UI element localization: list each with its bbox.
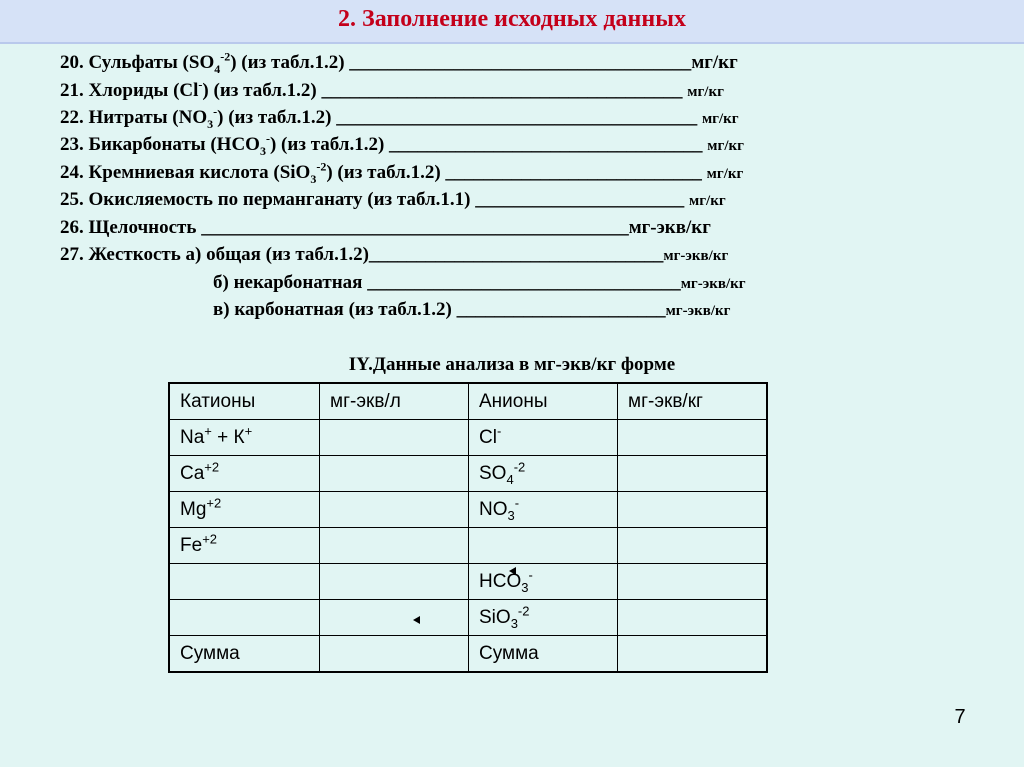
line-number: 20. [60, 52, 84, 73]
slide-title: 2. Заполнение исходных данных [338, 6, 686, 32]
value-cell[interactable] [320, 456, 469, 492]
line-text-rest: ) (из табл.1.2) _________________________________ [269, 134, 703, 155]
line-number: 23. [60, 134, 84, 155]
line-text: в) карбонатная (из табл.1.2) ______________________ [213, 299, 666, 320]
table-row [169, 600, 767, 636]
subscript: 4 [214, 61, 221, 76]
line-text: Нитраты (NO [88, 107, 208, 128]
anion-label: HCO [479, 570, 522, 592]
value-cell[interactable] [320, 420, 469, 456]
line-hardness-total [60, 244, 728, 271]
superscript: + [244, 423, 253, 439]
cation-label: Ca [180, 462, 205, 484]
line-text: б) некарбонатная _________________________________ [213, 272, 681, 293]
anion-cell [469, 492, 618, 528]
line-chlorides [60, 77, 724, 107]
table-row-sum [169, 636, 767, 673]
analysis-table [168, 382, 768, 673]
header-mg-eq-l: мг-экв/л [320, 383, 469, 420]
table-row [169, 564, 767, 600]
line-text-rest: ) (из табл.1.2) ___________________________ [326, 162, 702, 183]
line-text: Окисляемость по перманганату (из табл.1.1) ______________________ [88, 189, 685, 210]
sum-label-cations: Сумма [169, 636, 320, 673]
table-title: IY.Данные анализа в мг-экв/кг форме [348, 354, 676, 375]
superscript: +2 [206, 495, 222, 511]
superscript: - [198, 77, 203, 92]
line-text: Кремниевая кислота (SiO [88, 162, 311, 183]
line-text: Сульфаты (SO [88, 52, 215, 73]
line-nitrates [60, 104, 739, 134]
line-text: Хлориды (Cl [88, 80, 199, 101]
value-cell[interactable] [320, 528, 469, 564]
cation-cell [169, 420, 320, 456]
subscript: 3 [207, 116, 214, 131]
value-cell[interactable] [618, 456, 768, 492]
line-number: 26. [60, 217, 84, 238]
superscript: +2 [202, 531, 218, 547]
line-text: Жесткость а) общая (из табл.1.2)_______________________________ [88, 244, 664, 265]
anion-cell [469, 600, 618, 636]
header-cations: Катионы [169, 383, 320, 420]
value-cell[interactable] [618, 528, 768, 564]
line-number: 24. [60, 162, 84, 183]
arrow-marker-icon [509, 567, 516, 575]
superscript: + [204, 423, 212, 439]
cation-label: Mg [180, 498, 207, 520]
superscript: - [514, 495, 520, 511]
superscript: - [496, 423, 502, 439]
line-number: 21. [60, 80, 84, 101]
line-unit: мг/кг [706, 166, 744, 182]
line-unit: мг-экв/кг [665, 303, 731, 319]
value-cell[interactable] [320, 636, 469, 673]
line-unit: мг/кг [691, 52, 738, 73]
superscript: +2 [204, 459, 220, 475]
superscript: -2 [220, 49, 231, 64]
line-unit: мг-экв/кг [628, 217, 711, 238]
line-hardness-noncarbonate [213, 272, 746, 299]
subscript: 3 [507, 507, 515, 523]
superscript: - [528, 567, 533, 583]
superscript: - [213, 104, 218, 119]
cation-cell [169, 456, 320, 492]
line-permanganate [60, 189, 726, 216]
table-row [169, 456, 767, 492]
cation-label: Na [180, 426, 205, 448]
line-unit: мг-экв/кг [663, 248, 729, 264]
line-silicic-acid [60, 159, 744, 189]
anion-cell [469, 564, 618, 600]
superscript: -2 [316, 159, 327, 174]
line-text-rest: ) (из табл.1.2) ____________________________________ [230, 52, 692, 73]
table-header-row [169, 383, 767, 420]
page-number: 7 [954, 706, 966, 728]
value-cell[interactable] [320, 564, 469, 600]
cation-cell [169, 528, 320, 564]
subscript: 3 [310, 171, 317, 186]
cation-cell [169, 492, 320, 528]
line-number: 25. [60, 189, 84, 210]
subscript: 3 [510, 615, 518, 631]
table-row [169, 528, 767, 564]
cation-cell [169, 564, 320, 600]
slide-header [0, 0, 1024, 44]
cation-cell [169, 600, 320, 636]
value-cell[interactable] [320, 492, 469, 528]
line-text: Бикарбонаты (HCO [88, 134, 260, 155]
line-unit: мг/кг [687, 84, 724, 100]
superscript: -2 [513, 459, 526, 475]
superscript: - [265, 131, 270, 146]
anion-label: SO [479, 462, 507, 484]
line-number: 22. [60, 107, 84, 128]
line-alkalinity [60, 217, 711, 244]
value-cell[interactable] [618, 600, 768, 636]
superscript: -2 [517, 603, 530, 619]
sum-label-anions: Сумма [469, 636, 618, 673]
line-unit: мг-экв/кг [680, 276, 746, 292]
subscript: 3 [521, 579, 529, 595]
header-anions: Анионы [469, 383, 618, 420]
anion-label: NO [479, 498, 508, 520]
line-text-rest: ) (из табл.1.2) ______________________________________ [217, 107, 698, 128]
line-text-rest: ) (из табл.1.2) ______________________________________ [202, 80, 683, 101]
anion-cell [469, 456, 618, 492]
anion-label: Cl [479, 426, 497, 448]
value-cell[interactable] [618, 564, 768, 600]
line-number: 27. [60, 244, 84, 265]
value-cell[interactable] [618, 420, 768, 456]
line-hardness-carbonate [213, 299, 730, 326]
cation-label-2: + К [211, 426, 245, 448]
anion-cell [469, 528, 618, 564]
arrow-marker-icon [413, 616, 420, 624]
value-cell[interactable] [320, 600, 469, 636]
line-unit: мг/кг [689, 193, 726, 209]
line-text: Щелочность _____________________________________________ [88, 217, 629, 238]
table-row [169, 420, 767, 456]
cation-label: Fe [180, 534, 203, 556]
value-cell[interactable] [618, 492, 768, 528]
line-bicarbonates [60, 131, 744, 161]
anion-cell [469, 420, 618, 456]
subscript: 4 [506, 471, 514, 487]
subscript: 3 [259, 143, 266, 158]
table-row [169, 492, 767, 528]
line-unit: мг/кг [701, 111, 739, 127]
anion-label: SiO [479, 606, 511, 628]
header-mg-eq-kg: мг-экв/кг [618, 383, 768, 420]
line-unit: мг/кг [707, 138, 744, 154]
line-sulfates [60, 49, 738, 79]
value-cell[interactable] [618, 636, 768, 673]
